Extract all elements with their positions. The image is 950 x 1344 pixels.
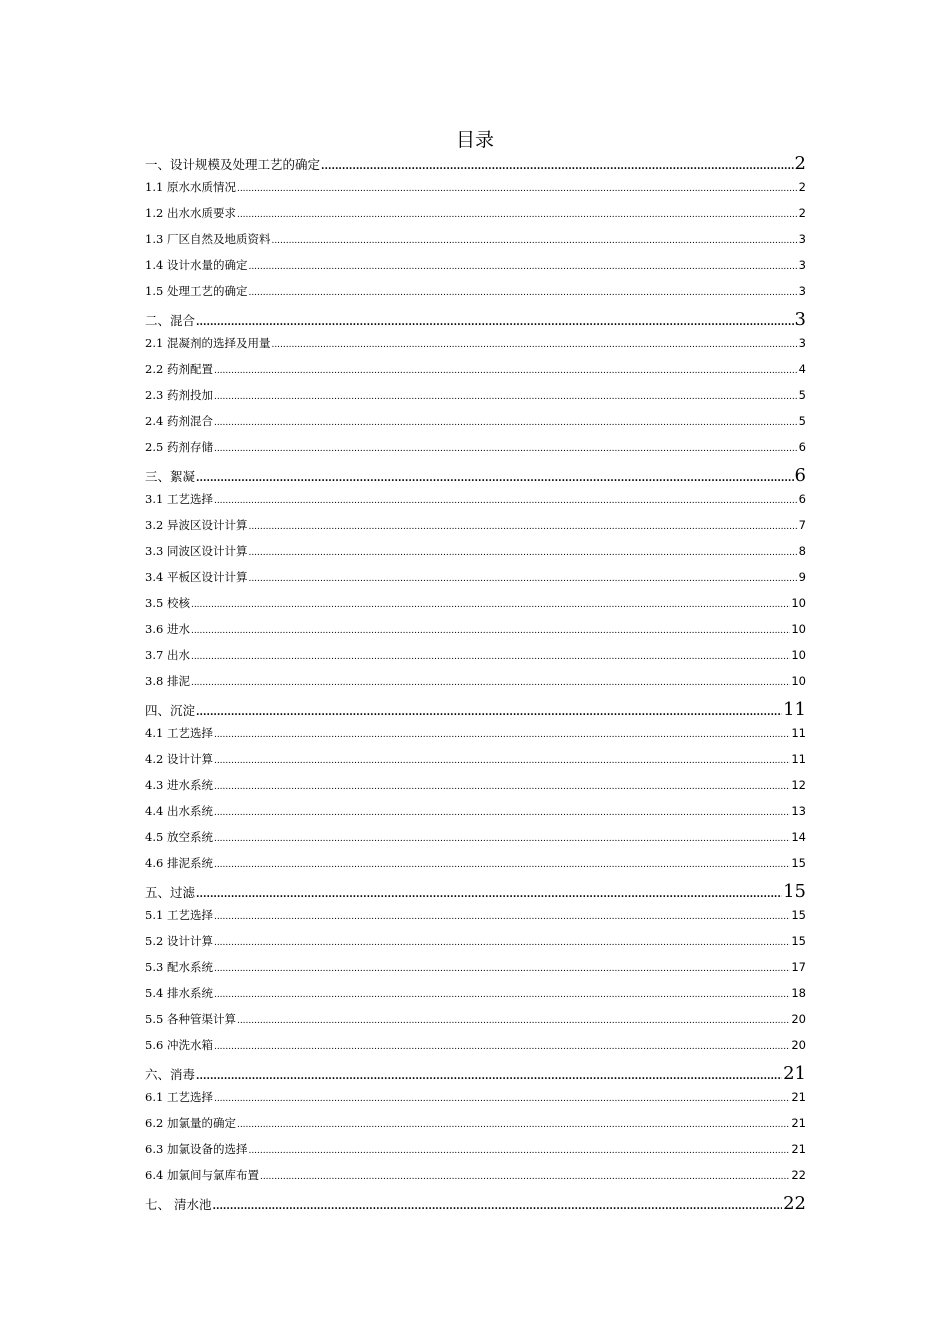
toc-chapter-entry[interactable] <box>145 699 806 725</box>
toc-entry-label: 6.1 工艺选择 <box>145 1090 213 1104</box>
toc-title: 目录 <box>455 129 494 151</box>
toc-dot-leader <box>260 1168 790 1182</box>
toc-entry-page-number: 21 <box>791 1116 806 1130</box>
toc-entry-page-number: 2 <box>794 153 806 174</box>
toc-entry-label: 3.3 同波区设计计算 <box>145 544 248 558</box>
toc-section-entry[interactable] <box>145 179 806 205</box>
toc-chapter-entry[interactable] <box>145 881 806 907</box>
toc-entry-page-number: 3 <box>798 258 806 272</box>
toc-entry-label: 5.6 冲洗水箱 <box>145 1038 213 1052</box>
toc-dot-leader <box>214 752 790 766</box>
toc-dot-leader <box>191 648 790 662</box>
toc-chapter-entry[interactable] <box>145 465 806 491</box>
toc-entry-label: 4.4 出水系统 <box>145 804 213 818</box>
toc-dot-leader <box>196 1067 782 1082</box>
toc-entry-page-number: 10 <box>791 674 806 688</box>
toc-entry-label: 2.1 混凝剂的选择及用量 <box>145 336 271 350</box>
toc-dot-leader <box>271 336 797 350</box>
toc-section-entry[interactable] <box>145 335 806 361</box>
toc-dot-leader <box>248 518 797 532</box>
toc-section-entry[interactable] <box>145 387 806 413</box>
toc-chapter-entry[interactable] <box>145 153 806 179</box>
toc-dot-leader <box>214 1038 790 1052</box>
toc-entry-page-number: 9 <box>798 570 806 584</box>
toc-section-entry[interactable] <box>145 1141 806 1167</box>
toc-entry-label: 3.6 进水 <box>145 622 190 636</box>
toc-entry-page-number: 7 <box>798 518 806 532</box>
toc-entry-label: 2.5 药剂存储 <box>145 440 213 454</box>
toc-entry-label: 2.3 药剂投加 <box>145 388 213 402</box>
toc-section-entry[interactable] <box>145 933 806 959</box>
toc-entry-page-number: 21 <box>791 1142 806 1156</box>
toc-dot-leader <box>237 1012 790 1026</box>
toc-entry-page-number: 15 <box>791 856 806 870</box>
toc-dot-leader <box>196 469 794 484</box>
toc-entry-page-number: 14 <box>791 830 806 844</box>
toc-section-entry[interactable] <box>145 517 806 543</box>
toc-entry-page-number: 10 <box>791 596 806 610</box>
toc-section-entry[interactable] <box>145 439 806 465</box>
toc-section-entry[interactable] <box>145 907 806 933</box>
toc-section-entry[interactable] <box>145 959 806 985</box>
toc-entry-label: 三、絮凝 <box>145 469 196 484</box>
toc-entry-page-number: 15 <box>791 934 806 948</box>
toc-dot-leader <box>214 934 790 948</box>
toc-chapter-entry[interactable] <box>145 1063 806 1089</box>
toc-dot-leader <box>214 986 790 1000</box>
toc-dot-leader <box>214 804 790 818</box>
toc-section-entry[interactable] <box>145 751 806 777</box>
toc-entry-page-number: 4 <box>798 362 806 376</box>
toc-entry-label: 3.7 出水 <box>145 648 190 662</box>
toc-dot-leader <box>191 674 790 688</box>
toc-section-entry[interactable] <box>145 673 806 699</box>
toc-dot-leader <box>212 1197 782 1212</box>
toc-section-entry[interactable] <box>145 621 806 647</box>
toc-entry-label: 七、 清水池 <box>145 1197 212 1212</box>
toc-section-entry[interactable] <box>145 829 806 855</box>
toc-dot-leader <box>214 778 790 792</box>
toc-entry-label: 5.3 配水系统 <box>145 960 213 974</box>
toc-entry-page-number: 10 <box>791 622 806 636</box>
toc-chapter-entry[interactable] <box>145 1193 806 1219</box>
toc-entry-page-number: 10 <box>791 648 806 662</box>
toc-entry-page-number: 21 <box>783 1063 806 1084</box>
toc-entry-page-number: 3 <box>798 284 806 298</box>
toc-entry-label: 5.4 排水系统 <box>145 986 213 1000</box>
toc-dot-leader <box>248 284 797 298</box>
toc-entry-label: 6.2 加氯量的确定 <box>145 1116 236 1130</box>
toc-dot-leader <box>214 830 790 844</box>
toc-entry-label: 六、消毒 <box>145 1067 196 1082</box>
toc-entry-label: 一、设计规模及处理工艺的确定 <box>145 157 321 172</box>
toc-entry-label: 4.5 放空系统 <box>145 830 213 844</box>
toc-entry-label: 4.3 进水系统 <box>145 778 213 792</box>
toc-entry-page-number: 15 <box>791 908 806 922</box>
toc-entry-page-number: 12 <box>791 778 806 792</box>
toc-entry-label: 二、混合 <box>145 313 196 328</box>
toc-entry-page-number: 11 <box>791 726 806 740</box>
toc-section-entry[interactable] <box>145 803 806 829</box>
toc-section-entry[interactable] <box>145 595 806 621</box>
toc-entry-label: 1.4 设计水量的确定 <box>145 258 248 272</box>
toc-entry-page-number: 22 <box>783 1193 806 1214</box>
toc-dot-leader <box>214 1090 790 1104</box>
toc-dot-leader <box>214 492 798 506</box>
toc-entry-page-number: 18 <box>791 986 806 1000</box>
toc-dot-leader <box>214 440 798 454</box>
toc-section-entry[interactable] <box>145 413 806 439</box>
toc-entry-page-number: 5 <box>798 388 806 402</box>
toc-dot-leader <box>248 258 797 272</box>
toc-entry-label: 1.3 厂区自然及地质资料 <box>145 232 271 246</box>
toc-entry-page-number: 20 <box>791 1012 806 1026</box>
toc-entry-page-number: 3 <box>798 232 806 246</box>
toc-entry-page-number: 21 <box>791 1090 806 1104</box>
toc-section-entry[interactable] <box>145 543 806 569</box>
toc-section-entry[interactable] <box>145 1011 806 1037</box>
toc-entry-label: 5.1 工艺选择 <box>145 908 213 922</box>
toc-dot-leader <box>214 856 790 870</box>
toc-entry-page-number: 6 <box>798 440 806 454</box>
toc-entry-page-number: 3 <box>798 336 806 350</box>
toc-entry-label: 2.4 药剂混合 <box>145 414 213 428</box>
toc-section-entry[interactable] <box>145 985 806 1011</box>
toc-entry-label: 5.2 设计计算 <box>145 934 213 948</box>
toc-entry-label: 3.2 异波区设计计算 <box>145 518 248 532</box>
toc-entry-label: 4.6 排泥系统 <box>145 856 213 870</box>
toc-dot-leader <box>196 313 794 328</box>
toc-dot-leader <box>271 232 797 246</box>
toc-entry-page-number: 6 <box>798 492 806 506</box>
toc-entry-label: 2.2 药剂配置 <box>145 362 213 376</box>
toc-entry-label: 6.3 加氯设备的选择 <box>145 1142 248 1156</box>
toc-dot-leader <box>248 1142 790 1156</box>
toc-entry-label: 3.5 校核 <box>145 596 190 610</box>
toc-entry-label: 五、过滤 <box>145 885 196 900</box>
toc-chapter-entry[interactable] <box>145 309 806 335</box>
toc-entry-label: 1.1 原水水质情况 <box>145 180 236 194</box>
toc-entry-label: 5.5 各种管渠计算 <box>145 1012 236 1026</box>
toc-list <box>145 153 806 1219</box>
toc-dot-leader <box>214 362 798 376</box>
toc-section-entry[interactable] <box>145 855 806 881</box>
toc-entry-page-number: 11 <box>783 699 806 720</box>
toc-section-entry[interactable] <box>145 283 806 309</box>
toc-dot-leader <box>237 180 798 194</box>
toc-entry-page-number: 8 <box>798 544 806 558</box>
toc-section-entry[interactable] <box>145 361 806 387</box>
toc-entry-label: 1.5 处理工艺的确定 <box>145 284 248 298</box>
toc-entry-page-number: 13 <box>791 804 806 818</box>
toc-dot-leader <box>214 726 790 740</box>
toc-dot-leader <box>237 1116 790 1130</box>
toc-entry-label: 3.8 排泥 <box>145 674 190 688</box>
toc-entry-page-number: 11 <box>791 752 806 766</box>
toc-dot-leader <box>191 622 790 636</box>
toc-dot-leader <box>321 157 794 172</box>
toc-section-entry[interactable] <box>145 491 806 517</box>
toc-entry-label: 四、沉淀 <box>145 703 196 718</box>
toc-section-entry[interactable] <box>145 777 806 803</box>
toc-entry-label: 3.4 平板区设计计算 <box>145 570 248 584</box>
toc-entry-label: 6.4 加氯间与氯库布置 <box>145 1168 259 1182</box>
toc-dot-leader <box>214 414 798 428</box>
toc-entry-label: 3.1 工艺选择 <box>145 492 213 506</box>
toc-entry-label: 1.2 出水水质要求 <box>145 206 236 220</box>
toc-section-entry[interactable] <box>145 1115 806 1141</box>
toc-entry-page-number: 2 <box>798 180 806 194</box>
toc-entry-page-number: 22 <box>791 1168 806 1182</box>
toc-entry-page-number: 2 <box>798 206 806 220</box>
toc-entry-page-number: 6 <box>794 465 806 486</box>
toc-section-entry[interactable] <box>145 647 806 673</box>
toc-entry-page-number: 5 <box>798 414 806 428</box>
toc-entry-page-number: 20 <box>791 1038 806 1052</box>
toc-section-entry[interactable] <box>145 205 806 231</box>
toc-section-entry[interactable] <box>145 725 806 751</box>
toc-dot-leader <box>196 703 782 718</box>
toc-section-entry[interactable] <box>145 231 806 257</box>
toc-dot-leader <box>237 206 798 220</box>
toc-entry-page-number: 15 <box>783 881 806 902</box>
toc-dot-leader <box>214 388 798 402</box>
toc-dot-leader <box>248 544 797 558</box>
toc-dot-leader <box>191 596 790 610</box>
toc-entry-page-number: 17 <box>791 960 806 974</box>
toc-dot-leader <box>248 570 797 584</box>
toc-dot-leader <box>214 960 790 974</box>
toc-section-entry[interactable] <box>145 1167 806 1193</box>
toc-section-entry[interactable] <box>145 257 806 283</box>
toc-dot-leader <box>196 885 782 900</box>
toc-dot-leader <box>214 908 790 922</box>
toc-section-entry[interactable] <box>145 569 806 595</box>
toc-entry-label: 4.1 工艺选择 <box>145 726 213 740</box>
toc-section-entry[interactable] <box>145 1037 806 1063</box>
toc-entry-label: 4.2 设计计算 <box>145 752 213 766</box>
toc-section-entry[interactable] <box>145 1089 806 1115</box>
toc-entry-page-number: 3 <box>794 309 806 330</box>
